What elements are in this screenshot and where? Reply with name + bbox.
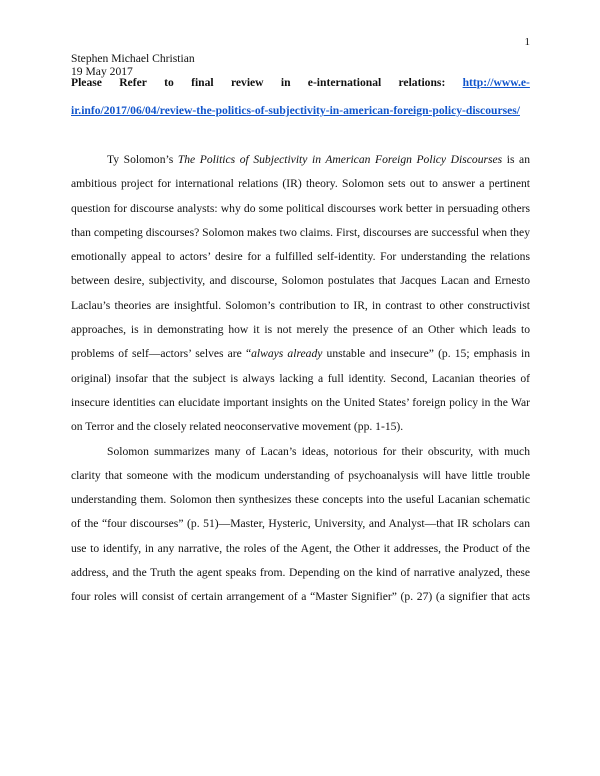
book-title: The Politics of Subjectivity in American Foreign Policy Discourses [177, 153, 503, 166]
text-line: Laclau’s theories are insightful. Solomon’s contribution to IR, in contrast to other constructivist [71, 298, 530, 312]
reference-word: Refer [119, 76, 147, 89]
text-line: ambitious project for international relations (IR) theory. Solomon sets out to answer a pertinent [71, 177, 530, 191]
reference-word: relations: [398, 76, 446, 89]
reference-word: final [191, 76, 214, 89]
text-line: than competing discourses? Solomon makes two claims. First, discourses are successful when they [71, 225, 530, 239]
text-line: Ty Solomon’s The Politics of Subjectivity in American Foreign Policy Discourses is an [107, 153, 530, 166]
text-line: emotionally appeal to actors’ desire for a fulfilled self-identity. For understanding the relations [71, 250, 530, 264]
reference-word: in [280, 76, 291, 89]
text-line: insecure identities can elucidate important insights on the United States’ foreign policy in the War [71, 395, 530, 409]
reference-word: review [230, 76, 264, 89]
document-header [71, 52, 530, 78]
review-link-part-2[interactable]: ir.info/2017/06/04/review-the-politics-of-subjectivity-in-american-foreign-policy-discourses/ [71, 104, 520, 117]
text-line: original) insofar that the subject is always lacking a full identity. Second, Lacanian theories of [71, 371, 530, 385]
text-line: address, and the Truth the agent speaks from. Depending on the kind of narrative analyzed, these [71, 566, 530, 580]
paragraph-2 [71, 440, 530, 610]
text-line: approaches, is in demonstrating how it is not merely the presence of an Other which leads to [71, 323, 530, 337]
text-line: of the “four discourses” (p. 51)—Master, Hysteric, University, and Analyst—that IR scholars can [71, 517, 530, 531]
emphasis: always already [251, 347, 323, 361]
author-name: Stephen Michael Christian [71, 52, 195, 65]
reference-word: e-international [307, 76, 382, 89]
reference-word: Please [71, 76, 102, 89]
text-line: Solomon summarizes many of Lacan’s ideas, notorious for their obscurity, with much [107, 444, 530, 458]
date: 19 May 2017 [71, 65, 133, 78]
text-line: understanding them. Solomon then synthesizes these concepts into the useful Lacanian schematic [71, 493, 530, 507]
text-line: problems of self—actors’ selves are “always already unstable and insecure” (p. 15; emphasis in [71, 347, 530, 361]
page-number: 1 [524, 36, 530, 48]
text-line: question for discourse analysts: why do some political discourses work better in persuading others [71, 201, 530, 215]
text-line: four roles will consist of certain arrangement of a “Master Signifier” (p. 27) (a signifier that acts [71, 590, 530, 604]
reference-line-1 [71, 76, 530, 90]
text-line: between desire, subjectivity, and discourse, Solomon postulates that Jacques Lacan and Ernesto [71, 274, 530, 288]
review-reference [71, 76, 530, 118]
paragraph-1 [71, 148, 530, 440]
text-line: clarity that someone with the modicum understanding of psychoanalysis will have little trouble [71, 468, 530, 482]
reference-line-2 [71, 104, 530, 118]
reference-word: to [164, 76, 174, 89]
document-body [71, 148, 530, 610]
text-line: on Terror and the closely related neoconservative movement (pp. 1-15). [71, 420, 404, 434]
review-link-part-1[interactable]: http://www.e- [462, 76, 530, 89]
text-line: use to identify, in any narrative, the roles of the Agent, the Other it addresses, the Product of the [71, 541, 530, 555]
